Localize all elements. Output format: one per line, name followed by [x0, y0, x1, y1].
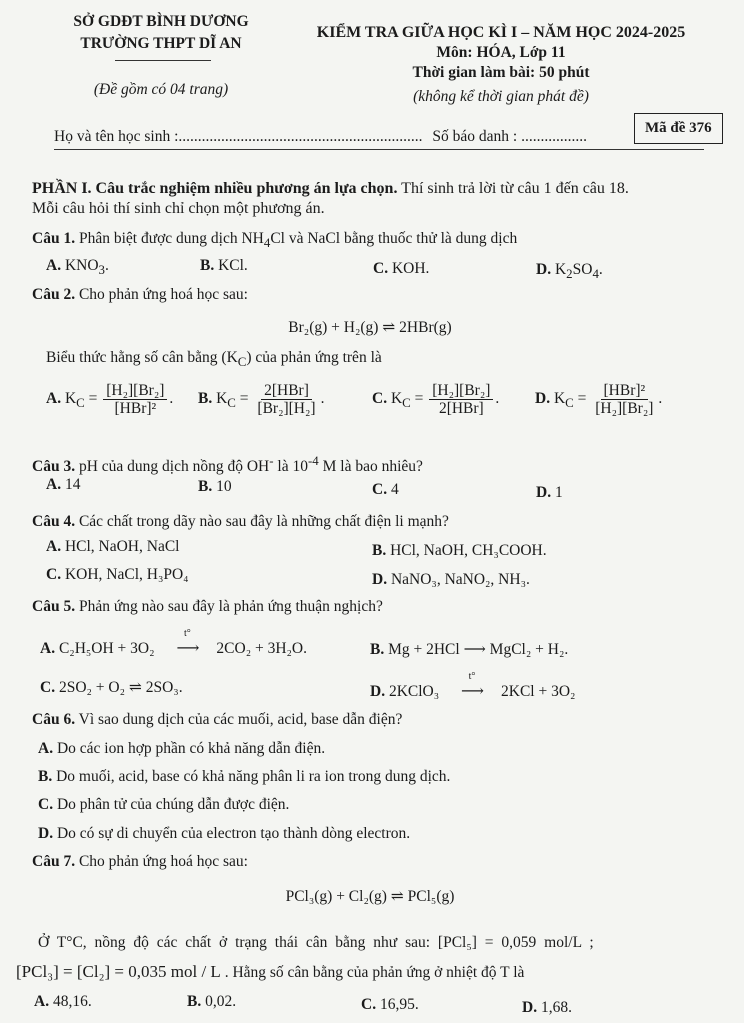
q3-sup1: - [269, 453, 274, 468]
q2-option-c[interactable]: C. $K_C$ = $\frac{\text{[H₂][Br₂]}}{\text{2[HBr]}}$ . [372, 382, 500, 417]
exam-code-box: Mã đề 376 [634, 113, 723, 144]
question-2 [32, 286, 248, 304]
q5-b-text: Mg + 2HCl ⟶ MgCl₂ + H₂. [388, 641, 569, 658]
q2-d-kc: K [553, 390, 566, 408]
q3-label: Câu 3. [32, 458, 76, 476]
q5-b-label: B. [370, 641, 385, 658]
q2-d-num: [HBr]² [601, 383, 649, 400]
q1-d-text: K [554, 261, 567, 278]
q2-label: Câu 2. [32, 286, 76, 303]
q2-a-den: [HBr]² [114, 400, 157, 417]
q2-a-fraction [103, 383, 167, 416]
q3-a-label: A. [46, 476, 62, 493]
q2-d-den: [H₂][Br₂] [595, 400, 654, 417]
q2-c-kc-sub: C [402, 395, 411, 411]
pages-note: (Đề gồm có 04 trang) [93, 81, 229, 98]
q2-b-kc: K [216, 390, 228, 408]
school-underline [115, 60, 211, 61]
q6-text: Vì sao dung dịch của các muối, acid, base dẫn điện? [75, 711, 403, 728]
q7-line2a: [PCl₃] = [Cl₂] = 0,035 mol / L [16, 962, 221, 981]
school-name: TRƯỜNG THPT DĨ AN [80, 35, 242, 52]
q1-a-sub: 3 [98, 262, 105, 278]
q2-a-num: [H₂][Br₂] [103, 383, 167, 400]
q3-option-c[interactable] [372, 481, 399, 499]
q2-b-fraction [254, 383, 318, 416]
q2-text: Cho phản ứng hoá học sau: [75, 286, 248, 303]
q3-option-b[interactable] [198, 478, 232, 496]
q7-a-text: 48,16. [52, 993, 92, 1010]
time-note: (không kể thời gian phát đề) [413, 88, 589, 105]
q5-d-right: 2KCl + 3O₂ [501, 683, 576, 700]
q7-d-label: D. [522, 999, 538, 1016]
q2-a-kc-sub: C [76, 395, 85, 411]
header-divider [54, 149, 704, 150]
dept-name: SỞ GDĐT BÌNH DƯƠNG [73, 13, 249, 30]
q2-c-kc: K [390, 390, 403, 408]
q5-c-label: C. [40, 679, 56, 696]
q6-b-label: B. [38, 768, 53, 785]
q2-c-fraction [429, 383, 493, 416]
q7-text: Cho phản ứng hoá học sau: [75, 853, 248, 870]
q3-d-label: D. [536, 484, 552, 501]
section-instruction-2: Mỗi câu hỏi thí sinh chỉ chọn một phương án. [32, 200, 325, 217]
q7-option-c[interactable] [361, 996, 419, 1014]
q5-option-a[interactable] [40, 628, 307, 658]
q5-d-arrow: t° ⟶ [443, 681, 501, 701]
q6-d-text: Do có sự di chuyển của electron tạo thành dòng electron. [56, 825, 411, 842]
q2-option-b[interactable]: B. $K_C$ = $\frac{\text{2[HBr]}}{\text{[Br₂][H₂]}}$ . [198, 382, 325, 417]
q4-a-text: HCl, NaOH, NaCl [64, 538, 180, 555]
q4-option-c[interactable] [46, 566, 189, 584]
q3-a-text: 14 [64, 476, 81, 493]
student-name-field[interactable]: ............................................................... [178, 128, 423, 145]
q5-text: Phản ứng nào sau đây là phản ứng thuận nghịch? [75, 598, 383, 615]
q4-c-label: C. [46, 566, 62, 583]
q1-c-label: C. [373, 260, 389, 277]
q1-d-sub: 2 [566, 266, 573, 282]
q1-d-end: . [598, 261, 603, 278]
q1-option-d[interactable] [536, 261, 603, 282]
q4-option-a[interactable] [46, 538, 179, 556]
q1-text: Phân biệt được dung dịch NH [75, 230, 264, 247]
q6-option-d[interactable] [38, 825, 410, 843]
q2-equation: Br₂(g) + H₂(g) ⇌ 2HBr(g) [288, 319, 452, 336]
exam-title: KIỂM TRA GIỮA HỌC KÌ I – NĂM HỌC 2024-2025 [316, 24, 686, 41]
q5-d-left: 2KClO₃ [388, 683, 440, 700]
q7-line1: Ở T°C, nồng độ các chất ở trạng thái cân bằng như sau: [PCl₅] = 0,059 mol/L ; [38, 934, 594, 951]
q2-b-den: [Br₂][H₂] [257, 400, 316, 417]
q6-b-text: Do muối, acid, base có khả năng phân li ra ion trong dung dịch. [56, 768, 451, 785]
q2-b-label: B. [198, 390, 213, 408]
q4-b-label: B. [372, 542, 387, 559]
q5-option-d[interactable] [370, 671, 576, 701]
q1-sub: 4 [263, 235, 271, 251]
q6-label: Câu 6. [32, 711, 76, 728]
q7-d-text: 1,68. [540, 999, 572, 1016]
q2-prompt-text: Biểu thức hằng số cân bằng (K [46, 349, 238, 366]
q1-b-text: KCl. [218, 257, 248, 274]
q1-d-mid: SO [572, 261, 593, 278]
q2-option-d[interactable]: D. $K_C$ = $\frac{\text{[HBr]²}}{\text{[H₂][Br₂]}}$ . [535, 382, 663, 417]
student-id-label: Số báo danh : [432, 128, 518, 145]
q3-b-label: B. [198, 478, 213, 495]
q2-prompt [46, 349, 382, 370]
q2-d-kc-sub: C [565, 395, 574, 411]
q4-c-text: KOH, NaCl, H₃PO₄ [64, 566, 189, 583]
q7-option-a[interactable] [34, 993, 92, 1011]
q1-d-label: D. [536, 261, 552, 278]
q5-c-text: 2SO₂ + O₂ ⇌ 2SO₃. [58, 679, 183, 696]
q4-b-text: HCl, NaOH, CH₃COOH. [390, 542, 547, 559]
q5-a-left: C₂H₅OH + 3O₂ [58, 640, 155, 657]
q6-option-c[interactable] [38, 796, 289, 814]
q5-a-t: t° [184, 628, 191, 639]
question-5 [32, 598, 383, 616]
q2-c-label: C. [372, 390, 388, 408]
question-7 [32, 853, 248, 871]
q5-d-t: t° [468, 671, 476, 682]
question-4 [32, 513, 449, 531]
q1-a-end: . [105, 257, 109, 274]
subject: Môn: HÓA, Lớp 11 [436, 44, 566, 61]
q3-b-text: 10 [216, 478, 232, 495]
q1-b-label: B. [200, 257, 215, 274]
q3-text-mid: là 10 [273, 458, 308, 476]
q7-line2 [16, 962, 524, 982]
q5-label: Câu 5. [32, 598, 76, 615]
q5-a-right: 2CO₂ + 3H₂O. [216, 640, 307, 657]
q2-a-kc: K [64, 390, 77, 408]
student-info-line [54, 128, 587, 146]
q1-a-label: A. [46, 257, 62, 274]
q1-d-sub2: 4 [592, 266, 599, 282]
q7-label: Câu 7. [32, 853, 76, 870]
section-title [32, 180, 629, 198]
q2-option-a[interactable]: A. $K_C$ = $\frac{\text{[H₂][Br₂]}}{\text{[HBr]²}}$ . [46, 382, 174, 417]
question-6 [32, 711, 402, 729]
q3-text-end: M là bao nhiêu? [318, 458, 423, 476]
q4-text: Các chất trong dãy nào sau đây là những chất điện li mạnh? [75, 513, 449, 530]
q1-text-end: Cl và NaCl bằng thuốc thử là dung dịch [270, 230, 518, 247]
q7-equation: PCl₃(g) + Cl₂(g) ⇌ PCl₅(g) [285, 888, 455, 905]
q1-label: Câu 1. [32, 230, 76, 247]
student-name-label: Họ và tên học sinh : [54, 128, 179, 145]
q4-d-label: D. [372, 571, 388, 588]
q7-line2b: . Hằng số cân bằng của phản ứng ở nhiệt độ T là [224, 964, 525, 981]
q5-d-label: D. [370, 683, 386, 700]
q5-a-arrow: t° ⟶ [158, 638, 216, 658]
q1-option-a[interactable] [46, 257, 109, 278]
q4-option-d[interactable] [372, 571, 530, 589]
q7-c-label: C. [361, 996, 377, 1013]
q4-d-text: NaNO₃, NaNO₂, NH₃. [390, 571, 530, 588]
q2-d-label: D. [535, 390, 551, 408]
q7-b-label: B. [187, 993, 202, 1010]
q6-a-label: A. [38, 740, 54, 757]
q6-c-label: C. [38, 796, 54, 813]
q2-a-label: A. [46, 390, 62, 408]
q7-option-b[interactable] [187, 993, 236, 1011]
q6-option-b[interactable] [38, 768, 450, 786]
q6-a-text: Do các ion hợp phần có khả năng dẫn điện. [56, 740, 326, 757]
q3-text: pH của dung dịch nồng độ OH [75, 458, 270, 476]
q7-b-text: 0,02. [205, 993, 237, 1010]
exam-time: Thời gian làm bài: 50 phút [412, 64, 590, 81]
q4-a-label: A. [46, 538, 62, 555]
q3-option-a[interactable] [46, 476, 80, 494]
q3-c-label: C. [372, 481, 388, 498]
q5-option-c[interactable] [40, 678, 183, 697]
q6-c-text: Do phân tử của chúng dẫn được điện. [56, 796, 290, 813]
q7-a-label: A. [34, 993, 50, 1010]
q6-d-label: D. [38, 825, 54, 842]
q1-c-text: KOH. [391, 260, 430, 277]
q6-option-a[interactable] [38, 740, 325, 758]
section-instruction: Thí sinh trả lời từ câu 1 đến câu 18. [397, 180, 629, 197]
q1-option-c[interactable] [373, 260, 429, 278]
section-heading: PHẦN I. Câu trắc nghiệm nhiều phương án lựa chọn. [32, 180, 398, 197]
question-3 [32, 453, 423, 476]
q1-option-b[interactable] [200, 257, 248, 275]
student-id-field[interactable]: ................. [521, 128, 587, 145]
q5-a-label: A. [40, 640, 56, 657]
q3-option-d[interactable] [536, 484, 563, 502]
q3-c-text: 4 [390, 481, 399, 498]
q1-a-text: KNO [64, 257, 99, 274]
q3-sup2: -4 [307, 453, 319, 468]
q4-label: Câu 4. [32, 513, 76, 530]
question-1 [32, 230, 517, 251]
q3-d-text: 1 [554, 484, 563, 501]
q7-option-d[interactable] [522, 999, 572, 1017]
q7-c-text: 16,95. [379, 996, 419, 1013]
q2-c-den: 2[HBr] [438, 400, 484, 417]
q2-b-kc-sub: C [227, 395, 236, 411]
q2-prompt-end: ) của phản ứng trên là [246, 349, 382, 366]
q5-option-b[interactable] [370, 640, 568, 659]
q4-option-b[interactable] [372, 542, 547, 560]
q2-c-num: [H₂][Br₂] [429, 383, 493, 400]
q2-d-fraction [592, 383, 656, 416]
q2-b-num: 2[HBr] [261, 383, 312, 400]
q2-prompt-sub: C [237, 354, 247, 370]
